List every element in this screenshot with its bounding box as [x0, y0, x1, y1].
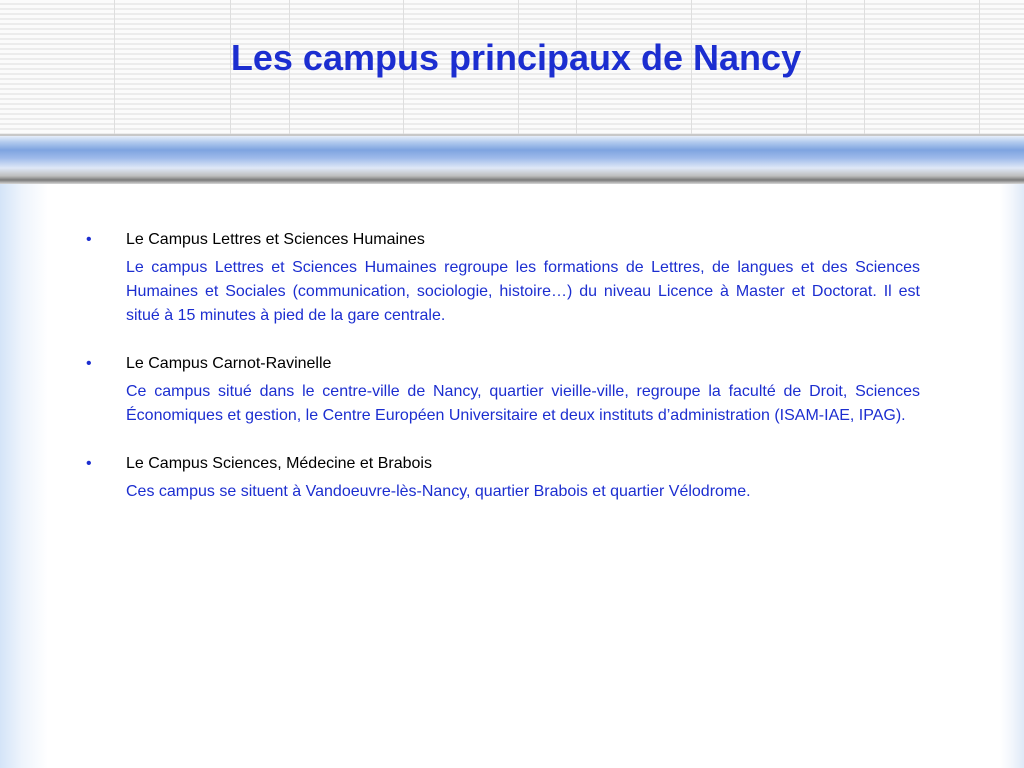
campus-description: Ce campus situé dans le centre-ville de Nancy, quartier vieille-ville, regroupe la faculté de Droit, Sciences Économiques et gestion, le Centre Européen Universitaire et deux instituts d’administration (ISAM-IAE, IPAG). [126, 383, 920, 424]
bullet-icon: • [86, 355, 92, 372]
campus-description: Ces campus se situent à Vandoeuvre-lès-Nancy, quartier Brabois et quartier Vélodrome. [126, 483, 751, 500]
list-item [86, 228, 920, 328]
campus-heading: Le Campus Sciences, Médecine et Brabois [126, 455, 432, 472]
slide-title: Les campus principaux de Nancy [230, 37, 802, 78]
blue-gradient-bar [0, 136, 1024, 184]
campus-list [86, 228, 920, 528]
list-item [86, 452, 920, 504]
campus-heading: Le Campus Carnot-Ravinelle [126, 355, 332, 372]
bullet-icon: • [86, 231, 92, 248]
bullet-icon: • [86, 455, 92, 472]
campus-heading: Le Campus Lettres et Sciences Humaines [126, 231, 425, 248]
campus-description: Le campus Lettres et Sciences Humaines regroupe les formations de Lettres, de langues et des Sciences Humaines et Sociales (communication, sociologie, histoire…) du niveau Licence à Master et Doctorat. Il est situé à 15 minutes à pied de la gare centrale. [126, 259, 920, 324]
list-item [86, 352, 920, 428]
